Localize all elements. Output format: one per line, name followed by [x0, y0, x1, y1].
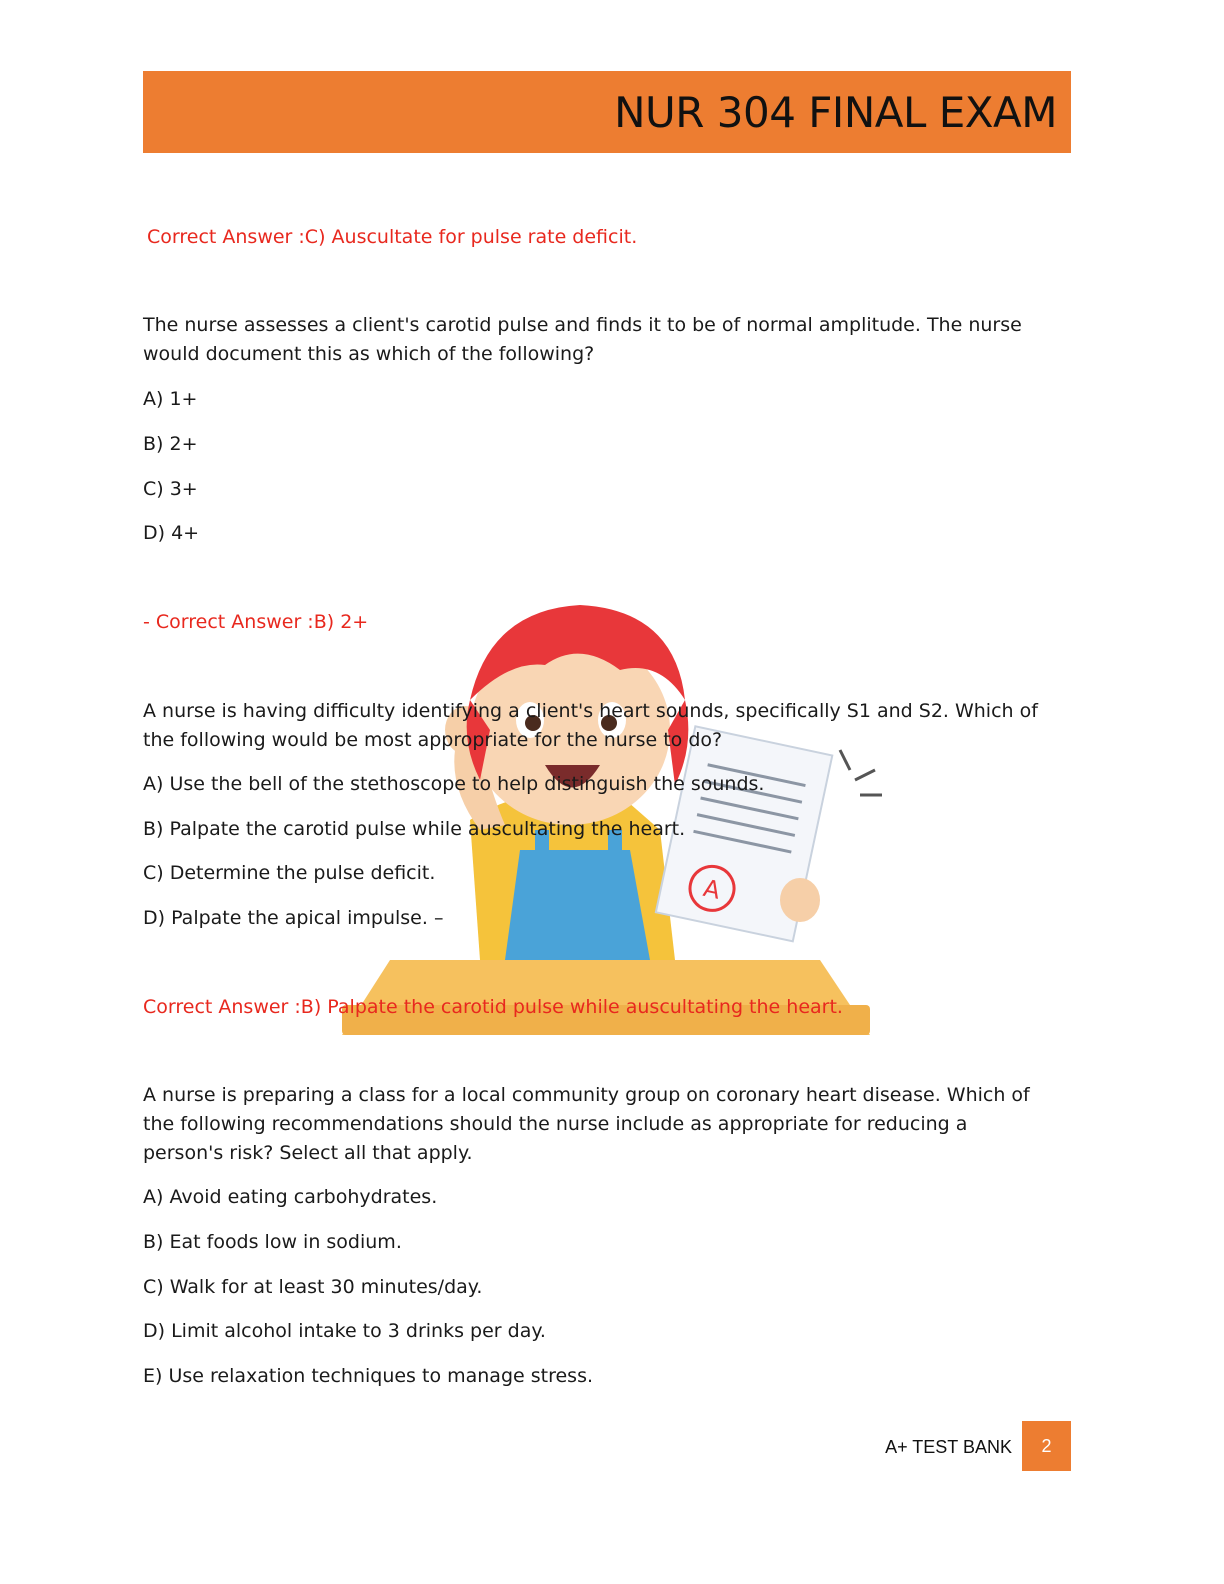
question-2-option-a: A) Use the bell of the stethoscope to help distinguish the sounds.	[143, 773, 765, 795]
header-bar	[143, 71, 1071, 153]
question-3-text: A nurse is preparing a class for a local community group on coronary heart disease. Which of the following recommendations should the nurse include as appropriate for reducing a person's risk? Select all that apply.	[143, 1084, 1030, 1164]
page-number-badge: 2	[1022, 1421, 1071, 1471]
question-3-option-c: C) Walk for at least 30 minutes/day.	[143, 1276, 483, 1298]
question-3-option-a: A) Avoid eating carbohydrates.	[143, 1186, 438, 1208]
correct-answer-1: Correct Answer :C) Auscultate for pulse rate deficit.	[147, 226, 638, 248]
correct-answer-2: - Correct Answer :B) 2+	[143, 611, 369, 633]
child-with-test-illustration	[330, 580, 890, 1040]
question-1-text: The nurse assesses a client's carotid pulse and finds it to be of normal amplitude. The nurse would document this as which of the following?	[143, 314, 1022, 365]
question-1-option-a: A) 1+	[143, 388, 198, 410]
question-2-option-d: D) Palpate the apical impulse. –	[143, 907, 444, 929]
question-3-option-d: D) Limit alcohol intake to 3 drinks per day.	[143, 1320, 546, 1342]
question-1-option-c: C) 3+	[143, 478, 198, 500]
grade-mark: A	[700, 873, 723, 905]
question-3-option-b: B) Eat foods low in sodium.	[143, 1231, 402, 1253]
footer-label: A+ TEST BANK	[885, 1437, 1012, 1457]
correct-answer-3: Correct Answer :B) Palpate the carotid pulse while auscultating the heart.	[143, 996, 843, 1018]
question-3-option-e: E) Use relaxation techniques to manage stress.	[143, 1365, 594, 1387]
question-1-option-b: B) 2+	[143, 433, 198, 455]
page-title: NUR 304 FINAL EXAM	[614, 88, 1057, 137]
question-2-text: A nurse is having difficulty identifying a client's heart sounds, specifically S1 and S2. Which of the following would be most appropriate for the nurse to do?	[143, 700, 1038, 751]
question-2-option-b: B) Palpate the carotid pulse while auscultating the heart.	[143, 818, 686, 840]
question-2-option-c: C) Determine the pulse deficit.	[143, 862, 436, 884]
question-1-option-d: D) 4+	[143, 522, 200, 544]
